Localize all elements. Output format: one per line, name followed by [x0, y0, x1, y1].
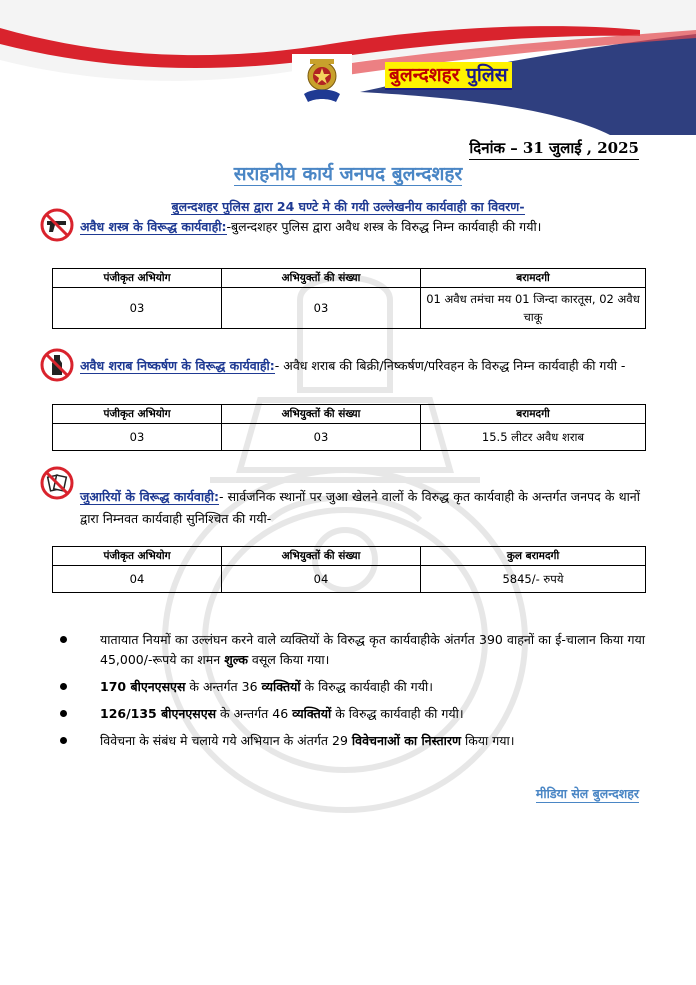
- page-title: [0, 160, 696, 186]
- bullet-dot: [60, 710, 67, 717]
- section-gambling-paragraph: [80, 486, 640, 530]
- section-liquor-text: - अवैध शराब की बिक्री/निष्कर्षण/परिवहन के विरुद्ध निम्न कार्यवाही की गयी -: [274, 358, 626, 373]
- list-item: [60, 704, 645, 724]
- table-cell: 15.5 लीटर अवैध शराब: [421, 424, 646, 451]
- table-header-cell: बरामदगी: [421, 269, 646, 288]
- page-title-text: सराहनीय कार्य जनपद बुलन्दशहर: [233, 163, 463, 185]
- bullet-bold-text: विवेचनाओं का निस्तारण: [351, 733, 461, 748]
- bullet-text: विवेचना के संबंध मे चलाये गये अभियान के अंतर्गत 29: [100, 733, 352, 748]
- bullet-text: के विरुद्ध कार्यवाही की गयी।: [331, 706, 464, 721]
- brand-part1: बुलन्दशहर: [389, 64, 460, 86]
- table-header-row: [53, 269, 646, 288]
- liquor-table: [52, 404, 646, 451]
- table-row: [53, 424, 646, 451]
- table-cell: 04: [53, 566, 222, 593]
- bullet-dot: [60, 683, 67, 690]
- bullet-text: के अन्तर्गत 36: [185, 679, 262, 694]
- bullet-text: यातायात नियमों का उल्लंघन करने वाले व्यक्तियों के विरुद्ध कृत कार्यवाहीके अंतर्गत 390 वाहनों का ई-चालान किया गया 45,000/-रूपये का शमन: [100, 632, 645, 667]
- table-cell: 03: [53, 424, 222, 451]
- table-header-row: [53, 547, 646, 566]
- bullet-dot: [60, 636, 67, 643]
- table-row: [53, 288, 646, 329]
- list-item: [60, 630, 645, 670]
- section-liquor-paragraph: [80, 355, 640, 377]
- no-alcohol-icon: [40, 348, 74, 382]
- section-gambling-text: - सार्वजनिक स्थानों पर जुआ खेलने वालों के विरुद्ध कृत कार्यवाही के अन्तर्गत जनपद के थानों द्वारा निम्नवत कार्यवाही सुनिश्चित की गयी-: [80, 489, 640, 526]
- table-cell: 5845/- रुपये: [421, 566, 646, 593]
- report-subtitle-text: बुलन्दशहर पुलिस द्वारा 24 घण्टे मे की गयी उल्लेखनीय कार्यवाही का विवरण-: [171, 199, 525, 214]
- gambling-table: [52, 546, 646, 593]
- bullet-dot: [60, 737, 67, 744]
- table-header-cell: कुल बरामदगी: [421, 547, 646, 566]
- no-gun-icon: [40, 208, 74, 242]
- bullet-text: के विरुद्ध कार्यवाही की गयी।: [300, 679, 433, 694]
- report-date: दिनांक – 31 जुलाई , 2025: [469, 138, 639, 160]
- list-item: [60, 677, 645, 697]
- table-cell: 04: [222, 566, 421, 593]
- section-liquor-heading: अवैध शराब निष्कर्षण के विरूद्ध कार्यवाही:: [80, 358, 275, 373]
- section-arms-heading: अवैध शस्त्र के विरूद्ध कार्यवाही:: [80, 219, 227, 234]
- bullet-bold-text: 170 बीएनएसएस: [100, 679, 186, 694]
- table-header-cell: पंजीकृत अभियोग: [53, 547, 222, 566]
- table-cell: 03: [222, 424, 421, 451]
- table-header-row: [53, 405, 646, 424]
- bullet-bold-text: 126/135 बीएनएसएस: [100, 706, 217, 721]
- summary-bullets: [60, 630, 645, 758]
- table-header-cell: पंजीकृत अभियोग: [53, 405, 222, 424]
- report-subtitle: [0, 196, 696, 215]
- table-header-cell: अभियुक्तों की संख्या: [222, 269, 421, 288]
- table-header-cell: बरामदगी: [421, 405, 646, 424]
- table-cell: 03: [222, 288, 421, 329]
- table-row: [53, 566, 646, 593]
- table-header-cell: पंजीकृत अभियोग: [53, 269, 222, 288]
- media-cell-signoff: मीडिया सेल बुलन्दशहर: [535, 786, 639, 801]
- brand-part2: पुलिस: [466, 64, 508, 86]
- table-cell: 03: [53, 288, 222, 329]
- bullet-text: वसूल किया गया।: [247, 652, 330, 667]
- bullet-bold-text: व्यक्तियों: [292, 706, 332, 721]
- section-arms-paragraph: [80, 216, 640, 238]
- bullet-text: किया गया।: [461, 733, 515, 748]
- table-header-cell: अभियुक्तों की संख्या: [222, 547, 421, 566]
- bullet-bold-text: व्यक्तियों: [261, 679, 301, 694]
- bullet-bold-text: शुल्क: [224, 652, 248, 667]
- up-police-emblem-icon: [292, 54, 352, 110]
- table-cell: 01 अवैध तमंचा मय 01 जिन्दा कारतूस, 02 अवैध चाकू: [421, 288, 646, 329]
- table-header-cell: अभियुक्तों की संख्या: [222, 405, 421, 424]
- arms-table: [52, 268, 646, 329]
- brand-name: [385, 62, 512, 90]
- no-gambling-icon: [40, 466, 74, 500]
- section-gambling-heading: जुआरियों के विरूद्ध कार्यवाही:: [80, 489, 219, 504]
- bullet-text: के अन्तर्गत 46: [216, 706, 293, 721]
- section-arms-text: -बुलन्दशहर पुलिस द्वारा अवैध शस्त्र के विरुद्ध निम्न कार्यवाही की गयी।: [226, 219, 542, 234]
- list-item: [60, 731, 645, 751]
